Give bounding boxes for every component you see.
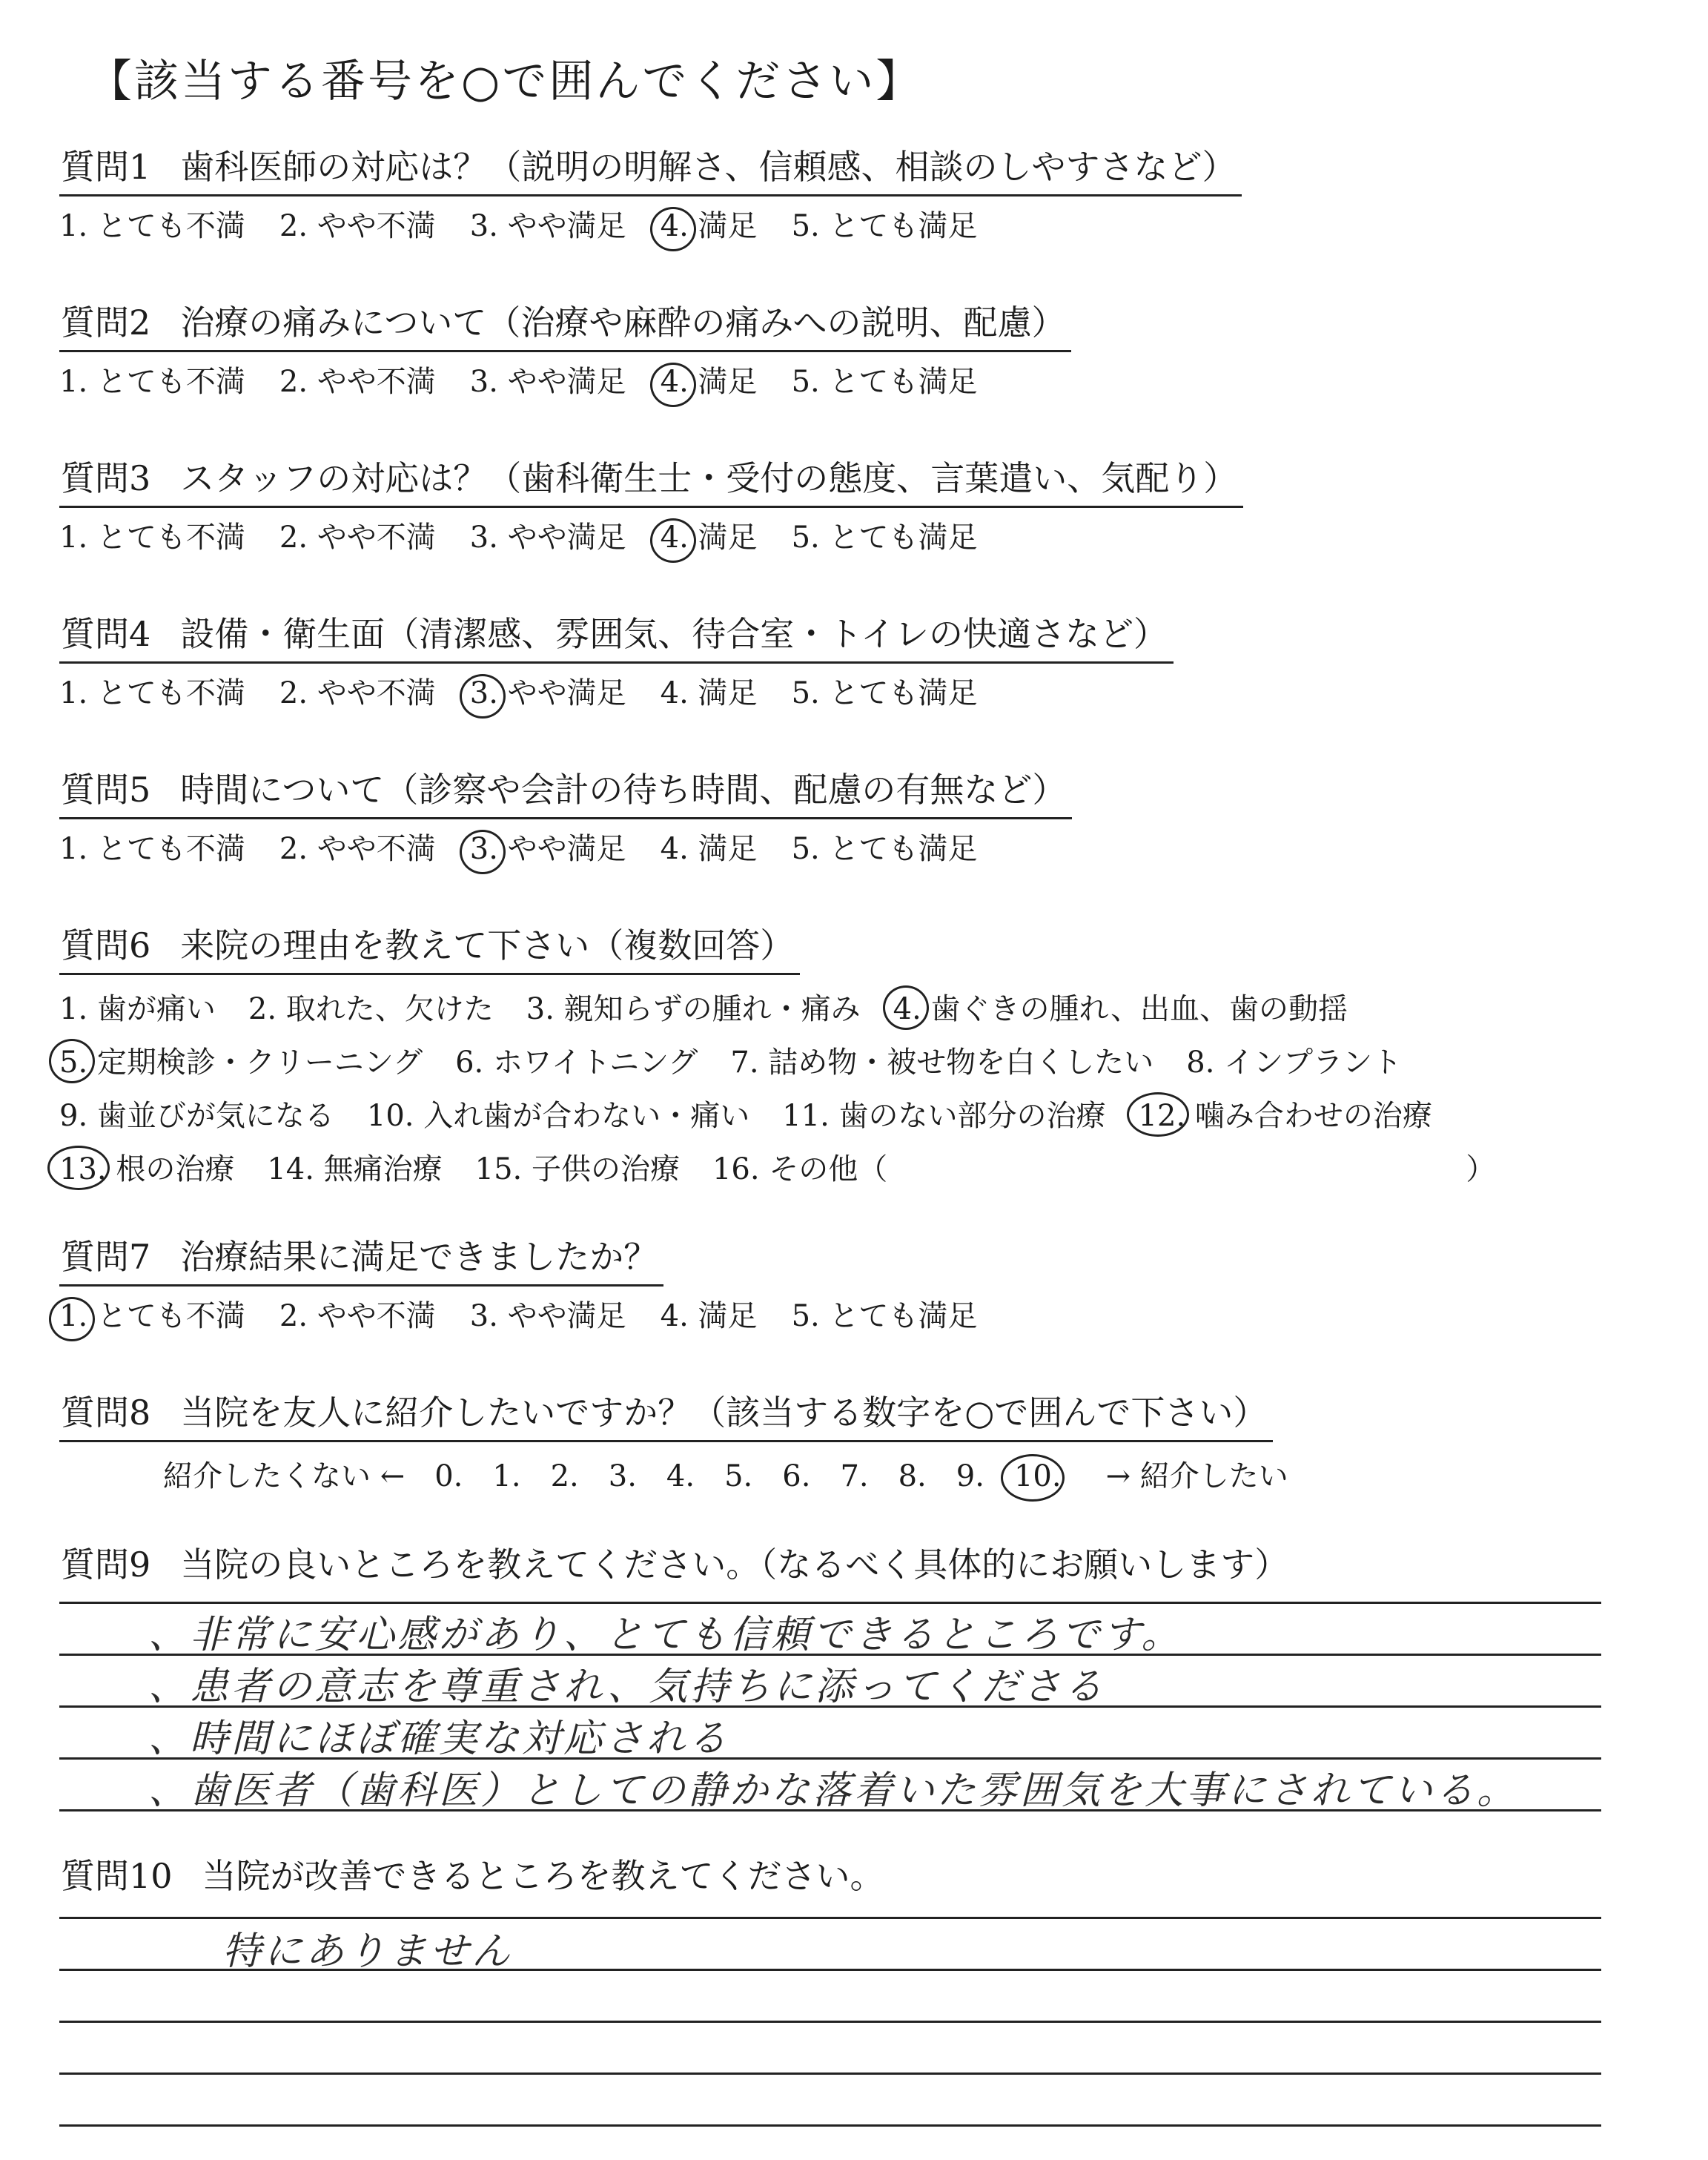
scale-7[interactable]: 7. <box>840 1459 869 1493</box>
option-5[interactable]: 5. とても満足 <box>791 676 978 710</box>
question-label: 質問8 <box>61 1393 151 1433</box>
question-heading <box>59 919 800 975</box>
reason-option-15[interactable]: 15. 子供の治療 <box>474 1152 680 1186</box>
rating-options <box>59 360 1071 404</box>
handwritten-answer: 、患者の意志を尊重され、気持ちに添ってくださる <box>148 1665 1106 1709</box>
question-heading <box>59 141 1242 196</box>
question-heading <box>59 764 1072 819</box>
reason-option-16-label: 16. その他（ <box>712 1152 888 1186</box>
question-heading <box>59 1850 890 1903</box>
question-label: 質問2 <box>61 303 151 343</box>
scale-5[interactable]: 5. <box>724 1459 753 1493</box>
reason-option-4-selected[interactable]: 4. 歯ぐきの腫れ、出血、歯の動揺 <box>893 982 1348 1036</box>
scale-9[interactable]: 9. <box>956 1459 984 1493</box>
question-6 <box>59 919 1528 1196</box>
option-4-selected[interactable]: 4. 満足 <box>661 515 758 560</box>
question-label: 質問7 <box>61 1237 151 1277</box>
question-2 <box>59 297 1071 404</box>
reason-option-13-selected[interactable]: 13. 根の治療 <box>59 1143 234 1196</box>
recommend-scale <box>163 1453 1288 1500</box>
option-5[interactable]: 5. とても満足 <box>791 1299 978 1333</box>
reason-row-3 <box>59 1089 1528 1143</box>
reason-option-11[interactable]: 11. 歯のない部分の治療 <box>782 1099 1106 1133</box>
rating-options <box>59 827 1072 871</box>
reason-option-16[interactable] <box>712 1143 1495 1196</box>
question-text: 治療の痛みについて（治療や麻酔の痛みへの説明、配慮） <box>180 303 1066 343</box>
not-recommend-label: 紹介したくない ← <box>163 1459 406 1493</box>
ruled-line <box>59 2073 1601 2075</box>
reason-option-12-selected[interactable]: 12. 噛み合わせの治療 <box>1139 1089 1432 1143</box>
question-7 <box>59 1231 977 1338</box>
handwritten-answer: 、歯医者（歯科医）としての静かな落着いた雰囲気を大事にされている。 <box>148 1768 1519 1813</box>
rating-options <box>59 671 1174 716</box>
question-5 <box>59 764 1072 871</box>
option-3-selected[interactable]: 3. やや満足 <box>470 827 626 871</box>
question-text: 歯科医師の対応は？（説明の明解さ、信頼感、相談のしやすさなど） <box>180 147 1237 187</box>
option-4[interactable]: 4. 満足 <box>660 1299 758 1333</box>
question-text: 設備・衛生面（清潔感、雰囲気、待合室・トイレの快適さなど） <box>180 614 1168 654</box>
rating-options <box>59 515 1243 560</box>
rating-options <box>59 1294 977 1338</box>
reason-row-2 <box>59 1036 1528 1089</box>
option-2[interactable]: 2. やや不満 <box>279 1299 436 1333</box>
scale-4[interactable]: 4. <box>666 1459 695 1493</box>
option-2[interactable]: 2. やや不満 <box>279 832 436 866</box>
option-3[interactable]: 3. やや満足 <box>469 521 626 555</box>
question-heading <box>59 1387 1273 1442</box>
question-label: 質問6 <box>61 925 151 965</box>
question-heading <box>59 1231 663 1287</box>
scale-3[interactable]: 3. <box>608 1459 637 1493</box>
reason-options <box>59 982 1528 1196</box>
option-1-selected[interactable]: 1. とても不満 <box>59 1294 245 1338</box>
question-label: 質問4 <box>61 614 151 654</box>
question-9 <box>59 1539 1294 1592</box>
reason-option-1[interactable]: 1. 歯が痛い <box>59 992 216 1026</box>
page-title: 【該当する番号を○で囲んでください】 <box>87 56 923 108</box>
option-1[interactable]: 1. とても不満 <box>59 832 245 866</box>
recommend-label: → 紹介したい <box>1105 1459 1288 1493</box>
handwritten-answer: 、非常に安心感があり、とても信頼できるところです。 <box>148 1613 1183 1657</box>
option-4[interactable]: 4. 満足 <box>660 676 758 710</box>
scale-10-selected[interactable]: 10. <box>1014 1453 1062 1500</box>
scale-0[interactable]: 0. <box>434 1459 463 1493</box>
option-5[interactable]: 5. とても満足 <box>791 365 978 399</box>
rating-options <box>59 204 1242 248</box>
question-label: 質問10 <box>61 1856 173 1896</box>
other-close-paren: ） <box>1466 1152 1496 1186</box>
question-heading <box>59 608 1174 664</box>
question-text: スタッフの対応は？（歯科衛生士・受付の態度、言葉遣い、気配り） <box>180 458 1238 498</box>
question-10 <box>59 1850 890 1903</box>
option-1[interactable]: 1. とても不満 <box>59 365 245 399</box>
option-3[interactable]: 3. やや満足 <box>469 1299 626 1333</box>
option-5[interactable]: 5. とても満足 <box>791 521 978 555</box>
option-3[interactable]: 3. やや満足 <box>469 365 626 399</box>
reason-row-4 <box>59 1143 1528 1196</box>
reason-option-2[interactable]: 2. 取れた、欠けた <box>248 992 494 1026</box>
question-text: 当院を友人に紹介したいですか？（該当する数字を○で囲んで下さい） <box>180 1393 1268 1433</box>
question-text: 来院の理由を教えて下さい（複数回答） <box>180 925 795 965</box>
reason-option-9[interactable]: 9. 歯並びが気になる <box>59 1099 334 1133</box>
question-text: 時間について（診察や会計の待ち時間、配慮の有無など） <box>180 770 1067 810</box>
reason-option-14[interactable]: 14. 無痛治療 <box>267 1152 443 1186</box>
handwritten-answer: 特にありません <box>222 1929 514 1974</box>
scale-8[interactable]: 8. <box>898 1459 927 1493</box>
reason-option-7[interactable]: 7. 詰め物・被せ物を白くしたい <box>730 1046 1154 1080</box>
question-1 <box>59 141 1242 248</box>
question-label: 質問5 <box>61 770 151 810</box>
reason-option-3[interactable]: 3. 親知らずの腫れ・痛み <box>526 992 861 1026</box>
question-text: 当院が改善できるところを教えてください。 <box>202 1856 884 1896</box>
question-3 <box>59 452 1243 560</box>
question-label: 質問1 <box>61 147 151 187</box>
option-4[interactable]: 4. 満足 <box>660 832 758 866</box>
question-4 <box>59 608 1174 716</box>
reason-option-8[interactable]: 8. インプラント <box>1186 1046 1403 1080</box>
reason-option-6[interactable]: 6. ホワイトニング <box>455 1046 698 1080</box>
option-4-selected[interactable]: 4. 満足 <box>661 204 758 248</box>
option-4-selected[interactable]: 4. 満足 <box>661 360 758 404</box>
scale-2[interactable]: 2. <box>550 1459 579 1493</box>
ruled-line <box>59 2021 1601 2023</box>
option-1[interactable]: 1. とても不満 <box>59 209 245 243</box>
q10-answer-area[interactable] <box>59 1917 1601 2132</box>
question-label: 質問3 <box>61 458 151 498</box>
scale-1[interactable]: 1. <box>492 1459 521 1493</box>
handwritten-answer: 、時間にほぼ確実な対応される <box>148 1717 730 1761</box>
question-8 <box>59 1387 1288 1500</box>
option-5[interactable]: 5. とても満足 <box>791 209 978 243</box>
option-2[interactable]: 2. やや不満 <box>279 365 436 399</box>
q9-answer-area[interactable] <box>59 1602 1601 1813</box>
question-text: 治療結果に満足できましたか？ <box>180 1237 658 1277</box>
option-2[interactable]: 2. やや不満 <box>279 209 436 243</box>
option-5[interactable]: 5. とても満足 <box>791 832 978 866</box>
option-3[interactable]: 3. やや満足 <box>469 209 626 243</box>
question-label: 質問9 <box>61 1545 151 1585</box>
reason-option-10[interactable]: 10. 入れ歯が合わない・痛い <box>366 1099 750 1133</box>
question-heading <box>59 297 1071 352</box>
question-text: 当院の良いところを教えてください。（なるべく具体的にお願いします） <box>180 1545 1289 1585</box>
question-heading <box>59 1539 1294 1592</box>
question-heading <box>59 452 1243 508</box>
scale-6[interactable]: 6. <box>782 1459 811 1493</box>
option-2[interactable]: 2. やや不満 <box>279 676 436 710</box>
option-1[interactable]: 1. とても不満 <box>59 676 245 710</box>
option-1[interactable]: 1. とても不満 <box>59 521 245 555</box>
reason-row-1 <box>59 982 1528 1036</box>
option-3-selected[interactable]: 3. やや満足 <box>470 671 626 716</box>
ruled-line <box>59 1917 1601 1919</box>
reason-option-5-selected[interactable]: 5. 定期検診・クリーニング <box>59 1036 423 1089</box>
ruled-line <box>59 2124 1601 2127</box>
option-2[interactable]: 2. やや不満 <box>279 521 436 555</box>
